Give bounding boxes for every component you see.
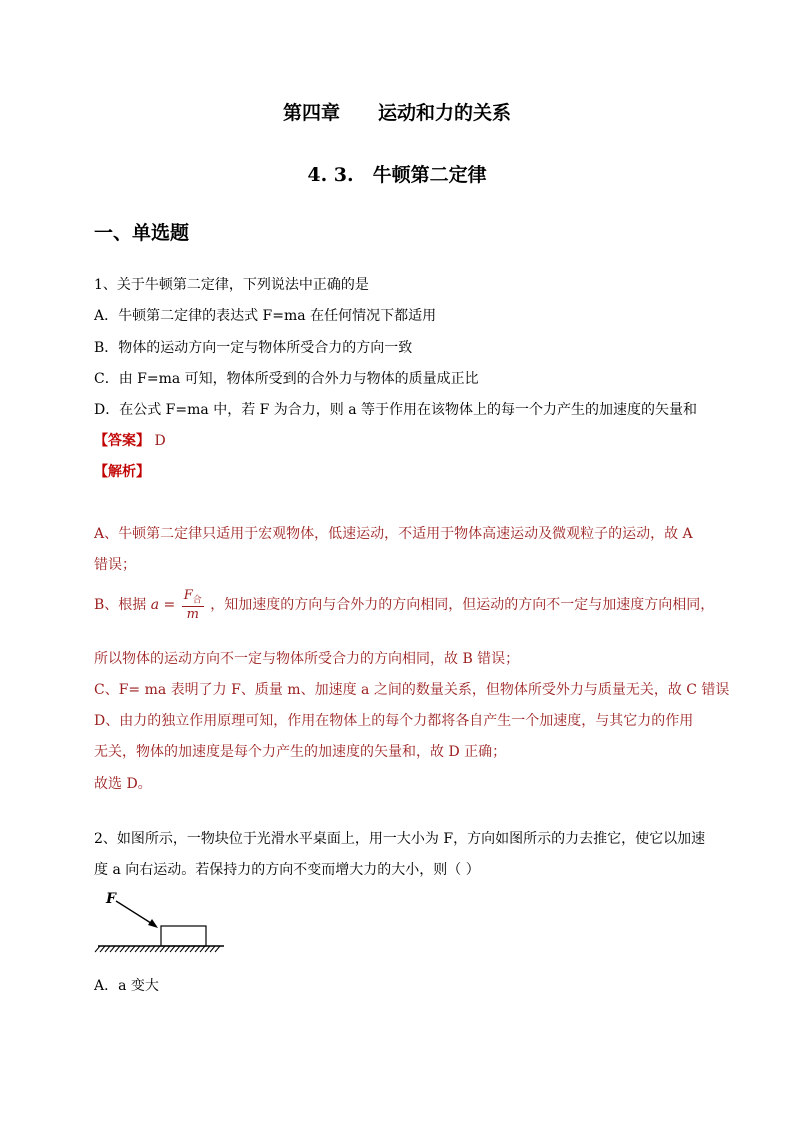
force-block-diagram	[94, 885, 234, 955]
hatch-mark	[165, 946, 170, 952]
hatch-mark	[155, 946, 160, 952]
hatch-mark	[170, 946, 175, 952]
hatch-mark	[125, 946, 130, 952]
analysis-b-suffix: ，知加速度的方向与合外力的方向相同，但运动的方向不一定与加速度方向相同，	[210, 596, 715, 613]
hatch-mark	[120, 946, 125, 952]
hatch-mark	[115, 946, 120, 952]
answer-row	[94, 430, 166, 450]
question-type-heading: 一、单选题	[94, 222, 190, 244]
hatch-mark	[185, 946, 190, 952]
hatch-mark	[190, 946, 195, 952]
q2-stem-line2: 度 a 向右运动。若保持力的方向不变而增大力的大小，则（ ）	[94, 862, 480, 878]
analysis-a-line1: A、牛顿第二定律只适用于宏观物体，低速运动，不适用于物体高速运动及微观粒子的运动，故 A	[94, 526, 693, 542]
analysis-conclusion: 故选 D。	[94, 776, 152, 792]
q1-stem: 1、关于牛顿第二定律，下列说法中正确的是	[94, 277, 369, 293]
analysis-d-line2: 无关，物体的加速度是每个力产生的加速度的矢量和，故 D 正确；	[94, 744, 507, 760]
hatch-mark	[100, 946, 105, 952]
acceleration-fraction	[182, 588, 204, 622]
q1-option-c: C．由 F=ma 可知，物体所受到的合外力与物体的质量成正比	[94, 371, 479, 387]
hatch-mark	[200, 946, 205, 952]
formula-lhs: a =	[150, 596, 176, 613]
surface-hatching	[95, 946, 220, 952]
analysis-b-line1	[94, 588, 714, 622]
hatch-mark	[175, 946, 180, 952]
fraction-denominator: m	[186, 606, 199, 622]
q1-option-d: D．在公式 F=ma 中，若 F 为合力，则 a 等于作用在该物体上的每一个力产生的加速度的矢量和	[94, 402, 698, 418]
hatch-mark	[95, 946, 100, 952]
hatch-mark	[140, 946, 145, 952]
force-arrow-head	[148, 919, 158, 928]
q1-option-b: B．物体的运动方向一定与物体所受合力的方向一致	[94, 340, 413, 356]
hatch-mark	[180, 946, 185, 952]
analysis-d-line1: D、由力的独立作用原理可知，作用在物体上的每个力都将各自产生一个加速度，与其它力的作用	[94, 713, 694, 729]
fraction-numerator: $F_合$	[183, 588, 202, 606]
q2-option-a: A．a 变大	[94, 978, 159, 994]
q2-stem-line1: 2、如图所示，一物块位于光滑水平桌面上，用一大小为 F，方向如图所示的力去推它，使它以加速	[94, 831, 706, 847]
q1-option-a: A．牛顿第二定律的表达式 F=ma 在任何情况下都适用	[94, 308, 437, 324]
hatch-mark	[160, 946, 165, 952]
analysis-c-line: C、F= ma 表明了力 F、质量 m、加速度 a 之间的数量关系，但物体所受外力与质量无关，故 C 错误	[94, 682, 730, 698]
analysis-tag: 【解析】	[94, 464, 150, 480]
analysis-a-line2: 错误；	[94, 557, 136, 573]
block	[161, 926, 206, 946]
answer-tag: 【答案】	[94, 433, 150, 449]
hatch-mark	[145, 946, 150, 952]
answer-value: D	[154, 433, 166, 449]
hatch-mark	[215, 946, 220, 952]
chapter-title: 第四章 运动和力的关系	[282, 102, 511, 124]
hatch-mark	[195, 946, 200, 952]
analysis-b-prefix: B、根据	[94, 596, 147, 613]
hatch-mark	[105, 946, 110, 952]
hatch-mark	[205, 946, 210, 952]
hatch-mark	[210, 946, 215, 952]
force-label: F	[106, 891, 116, 907]
hatch-mark	[110, 946, 115, 952]
force-arrow-shaft	[116, 901, 154, 925]
hatch-mark	[130, 946, 135, 952]
hatch-mark	[135, 946, 140, 952]
analysis-b-line2: 所以物体的运动方向不一定与物体所受合力的方向相同，故 B 错误；	[94, 651, 520, 667]
hatch-mark	[150, 946, 155, 952]
section-title: 4. 3. 牛顿第二定律	[307, 164, 487, 186]
